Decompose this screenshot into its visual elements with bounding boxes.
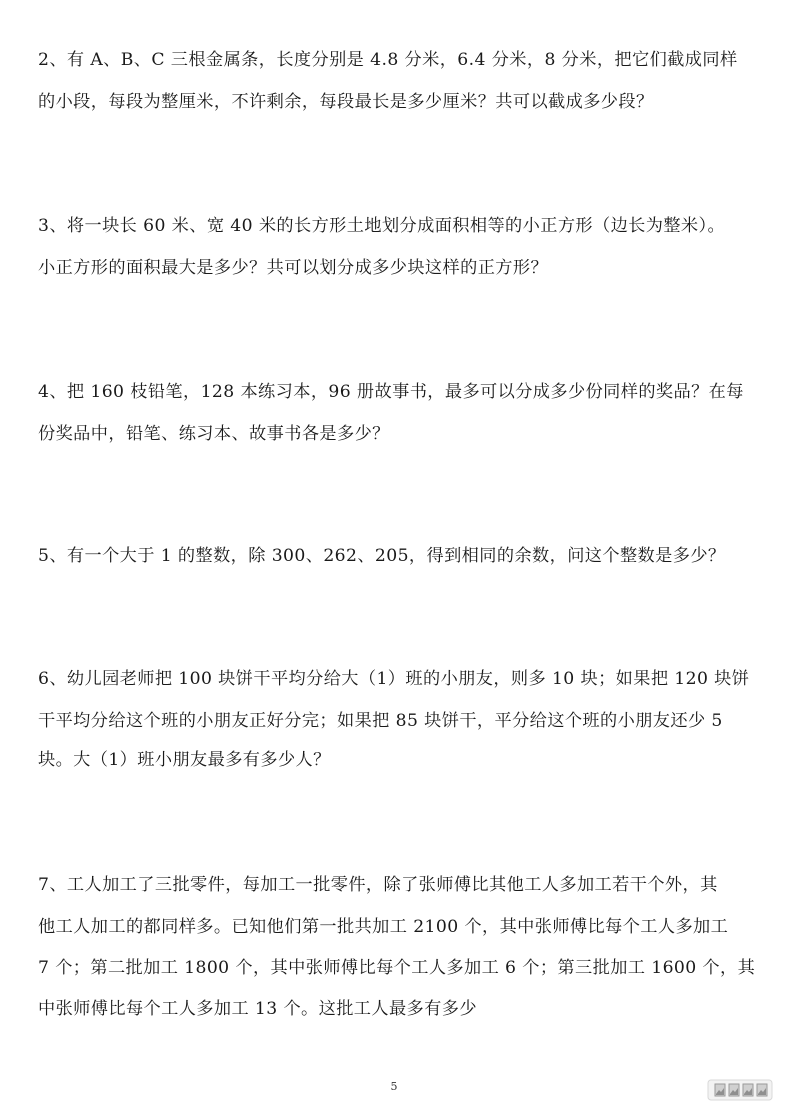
page-number: 5 bbox=[390, 1080, 398, 1093]
problem-text-line: 份奖品中，铅笔、练习本、故事书各是多少？ bbox=[38, 424, 390, 444]
problem-text-line: 的小段，每段为整厘米，不许剩余，每段最长是多少厘米？共可以截成多少段？ bbox=[38, 92, 654, 112]
problem-text-line: 他工人加工的都同样多。已知他们第一批共加工 2100 个，其中张师傅比每个工人多加工 bbox=[38, 917, 729, 937]
problem-text-line: 块。大（1）班小朋友最多有多少人？ bbox=[38, 750, 331, 770]
image-gallery-icon[interactable] bbox=[707, 1079, 773, 1101]
problem-text-line: 中张师傅比每个工人多加工 13 个。这批工人最多有多少 bbox=[38, 999, 477, 1019]
problem-text-line: 4、把 160 枝铅笔，128 本练习本，96 册故事书，最多可以分成多少份同样的奖品？在每 bbox=[38, 382, 744, 402]
problem-text-line: 2、有 A、B、C 三根金属条，长度分别是 4.8 分米，6.4 分米，8 分米，把它们截成同样 bbox=[38, 50, 738, 70]
problem-text-line: 7、工人加工了三批零件，每加工一批零件，除了张师傅比其他工人多加工若干个外，其 bbox=[38, 875, 718, 895]
problem-text-line: 5、有一个大于 1 的整数，除 300、262、205，得到相同的余数，问这个整数是多少？ bbox=[38, 546, 726, 566]
problem-text-line: 6、幼儿园老师把 100 块饼干平均分给大（1）班的小朋友，则多 10 块；如果把 120 块饼 bbox=[38, 669, 750, 689]
problem-text-line: 7 个；第二批加工 1800 个，其中张师傅比每个工人多加工 6 个；第三批加工 1600 个，其 bbox=[38, 958, 756, 978]
problem-text-line: 干平均分给这个班的小朋友正好分完；如果把 85 块饼干，平分给这个班的小朋友还少 5 bbox=[38, 711, 723, 731]
problem-text-line: 3、将一块长 60 米、宽 40 米的长方形土地划分成面积相等的小正方形（边长为整米）。 bbox=[38, 216, 726, 236]
problem-text-line: 小正方形的面积最大是多少？共可以划分成多少块这样的正方形？ bbox=[38, 258, 549, 278]
